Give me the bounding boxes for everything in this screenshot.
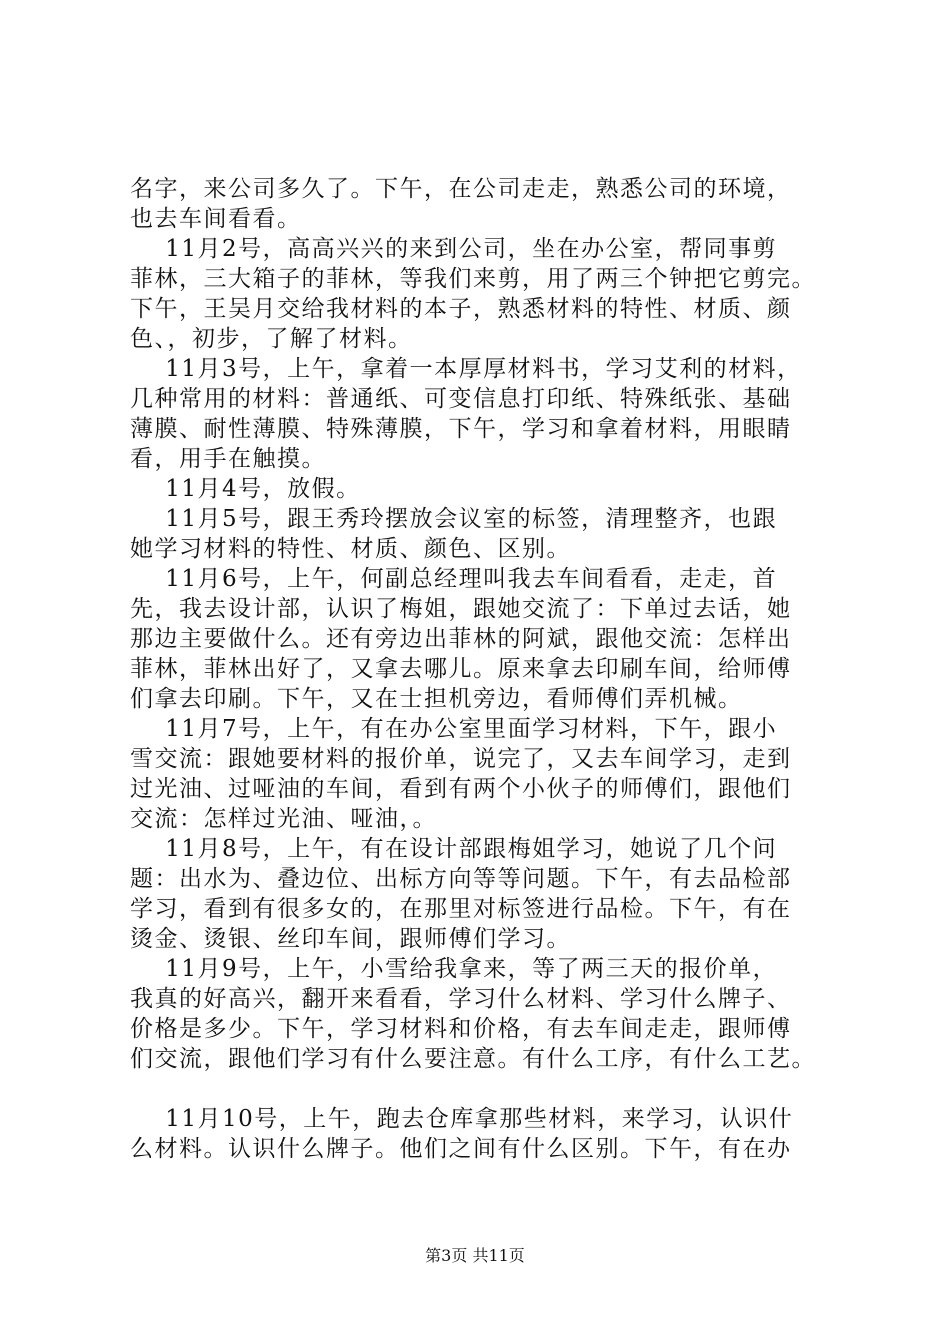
text-line: 薄膜、耐性薄膜、特殊薄膜，下午，学习和拿着材料，用眼睛	[130, 416, 792, 442]
text-line: 价格是多少。下午，学习材料和价格，有去车间走走，跟师傅	[130, 1016, 792, 1042]
text-line: 11月7号，上午，有在办公室里面学习材料，下午，跟小	[130, 716, 778, 742]
text-line: 名字，来公司多久了。下午，在公司走走，熟悉公司的环境，	[130, 176, 792, 202]
text-line: 11月9号，上午，小雪给我拿来，等了两三天的报价单，	[130, 956, 778, 982]
text-line: 烫金、烫银、丝印车间，跟师傅们学习。	[130, 926, 571, 952]
text-line: 我真的好高兴，翻开来看看，学习什么材料、学习什么牌子、	[130, 986, 792, 1012]
text-line: 菲林，菲林出好了，又拿去哪儿。原来拿去印刷车间，给师傅	[130, 656, 792, 682]
text-line: 过光油、过哑油的车间，看到有两个小伙子的师傅们，跟他们	[130, 776, 792, 802]
text-line: 11月10号，上午，跑去仓库拿那些材料，来学习，认识什	[130, 1106, 794, 1132]
text-line: 们交流，跟他们学习有什么要注意。有什么工序，有什么工艺。	[130, 1046, 816, 1072]
text-line: 也去车间看看。	[130, 206, 302, 232]
text-line: 下午，王吴月交给我材料的本子，熟悉材料的特性、材质、颜	[130, 296, 792, 322]
text-line: 11月8号，上午，有在设计部跟梅姐学习，她说了几个问	[130, 836, 778, 862]
page-number-footer: 第3页 共11页	[425, 1246, 525, 1265]
text-line: 11月5号，跟王秀玲摆放会议室的标签，清理整齐，也跟	[130, 506, 778, 532]
text-line: 们拿去印刷。下午，又在士担机旁边，看师傅们弄机械。	[130, 686, 743, 712]
text-line: 么材料。认识什么牌子。他们之间有什么区别。下午，有在办	[130, 1136, 792, 1162]
text-line: 11月6号，上午，何副总经理叫我去车间看看，走走，首	[130, 566, 778, 592]
text-line: 题：出水为、叠边位、出标方向等等问题。下午，有去品检部	[130, 866, 792, 892]
text-line: 几种常用的材料：普通纸、可变信息打印纸、特殊纸张、基础	[130, 386, 792, 412]
text-line: 11月2号，高高兴兴的来到公司，坐在办公室，帮同事剪	[130, 236, 778, 262]
text-line: 11月4号，放假。	[130, 476, 361, 502]
text-line: 菲林，三大箱子的菲林，等我们来剪，用了两三个钟把它剪完。	[130, 266, 816, 292]
text-line: 交流：怎样过光油、哑油，。	[130, 806, 437, 832]
text-line: 看，用手在触摸。	[130, 446, 326, 472]
text-line: 11月3号，上午，拿着一本厚厚材料书，学习艾利的材料，	[130, 356, 802, 382]
text-line: 她学习材料的特性、材质、颜色、区别。	[130, 536, 571, 562]
text-line: 雪交流：跟她要材料的报价单，说完了，又去车间学习，走到	[130, 746, 792, 772]
text-line: 学习，看到有很多女的，在那里对标签进行品检。下午，有在	[130, 896, 792, 922]
text-line: 先，我去设计部，认识了梅姐，跟她交流了：下单过去话，她	[130, 596, 792, 622]
text-line: 那边主要做什么。还有旁边出菲林的阿斌，跟他交流：怎样出	[130, 626, 792, 652]
text-line: 色、，初步，了解了材料。	[130, 326, 413, 352]
document-body	[130, 174, 835, 1164]
blank-line	[130, 1074, 835, 1104]
